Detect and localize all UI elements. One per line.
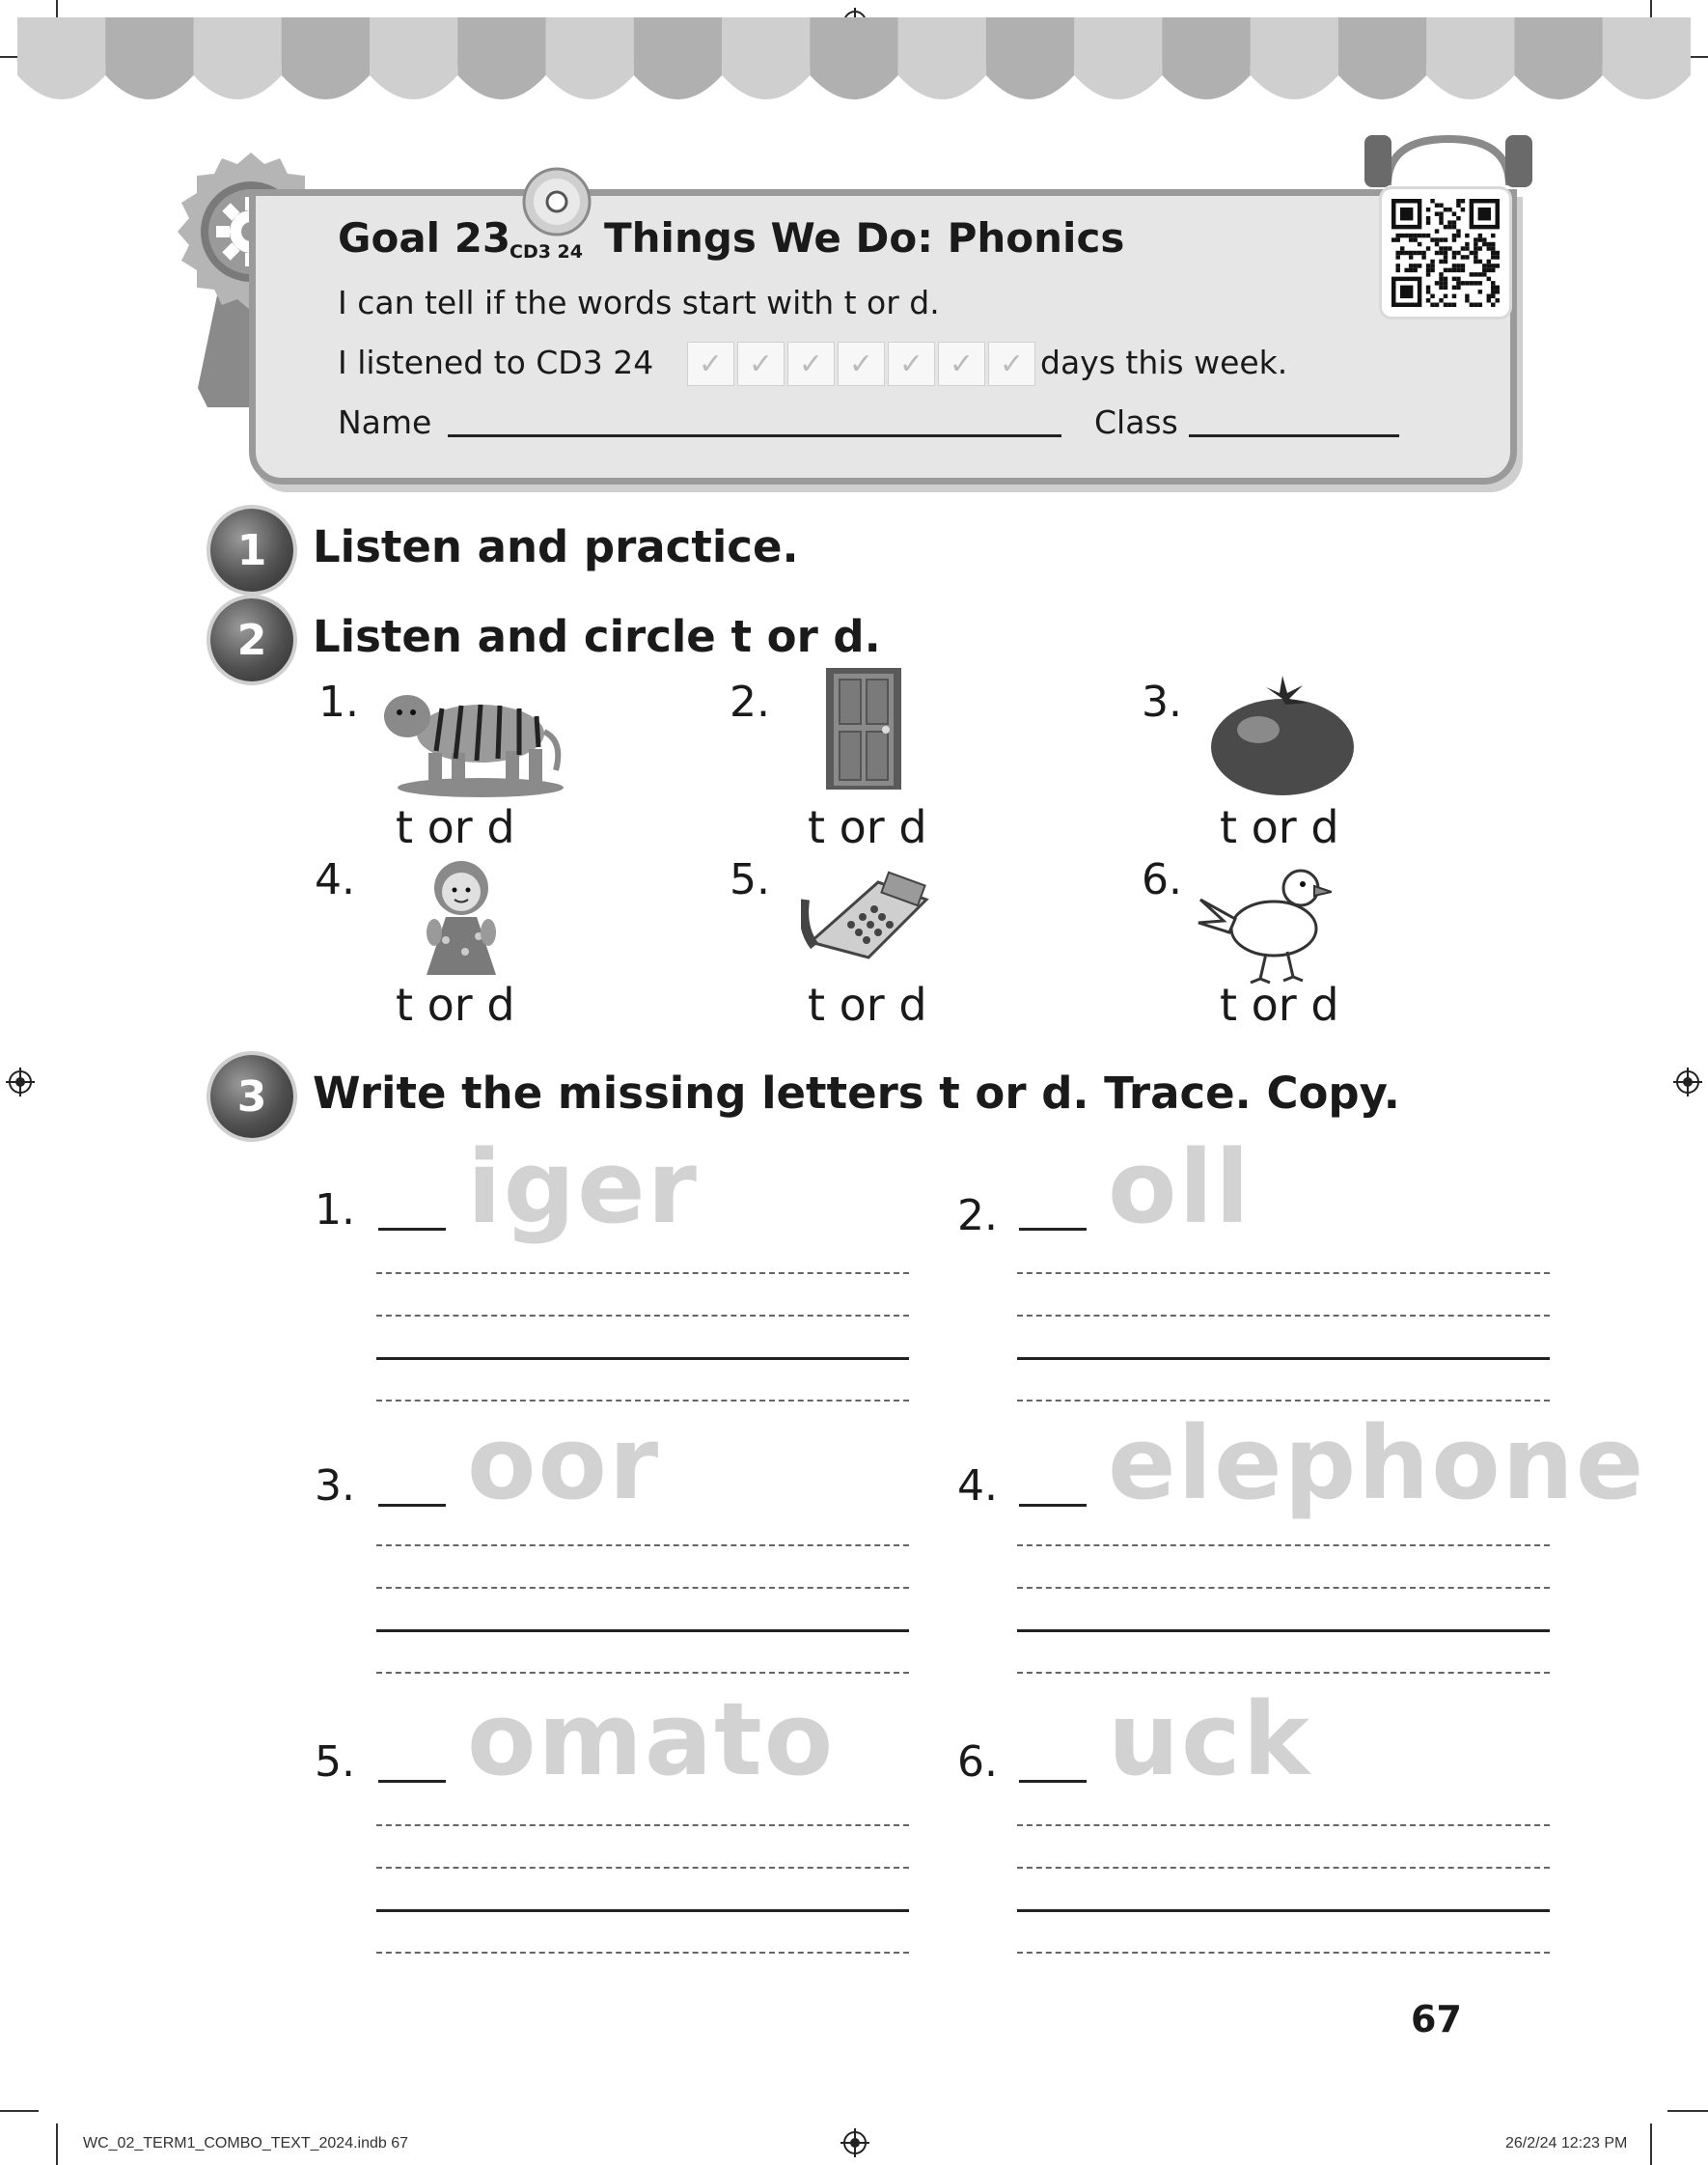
registration-mark-icon: [6, 1068, 35, 1096]
item-number: 3.: [1142, 678, 1182, 727]
qr-code-icon: [1391, 199, 1500, 307]
crop-mark: [0, 2110, 39, 2112]
item-number: 6.: [957, 1737, 998, 1787]
missing-letter-blank[interactable]: [1019, 1780, 1087, 1783]
activity-3-instruction: Write the missing letters t or d. Trace. Copy.: [313, 1068, 1400, 1119]
door-picture: [824, 666, 903, 791]
scalloped-awning-border: [17, 17, 1691, 118]
learning-objective: I can tell if the words start with t or d.: [338, 284, 940, 321]
footer-date: 26/2/24 12:23 PM: [1505, 2135, 1628, 2151]
trace-word: oll: [1108, 1128, 1252, 1246]
item-number: 5.: [730, 855, 770, 904]
telephone-picture: [801, 861, 932, 961]
activity-number-badge: 1: [210, 509, 293, 592]
missing-letter-blank[interactable]: [1019, 1228, 1087, 1231]
day-checkbox[interactable]: ✓: [787, 342, 835, 386]
item-number: 1.: [318, 678, 359, 727]
trace-word: omato: [467, 1680, 836, 1798]
missing-letter-blank[interactable]: [378, 1780, 446, 1783]
listening-log-suffix: days this week.: [1040, 344, 1288, 381]
choice-t-or-d[interactable]: t or d: [1220, 979, 1339, 1031]
trace-word: uck: [1108, 1680, 1311, 1798]
listening-checkboxes: [687, 342, 1035, 386]
day-checkbox[interactable]: ✓: [838, 342, 885, 386]
class-field[interactable]: [1189, 434, 1399, 437]
activity-number-badge: 3: [210, 1055, 293, 1138]
day-checkbox[interactable]: ✓: [888, 342, 935, 386]
item-number: 6.: [1142, 855, 1182, 904]
item-number: 4.: [315, 855, 355, 904]
item-number: 3.: [315, 1461, 355, 1511]
item-number: 2.: [957, 1191, 998, 1240]
trace-word: iger: [467, 1128, 699, 1246]
missing-letter-blank[interactable]: [378, 1504, 446, 1507]
item-number: 5.: [315, 1737, 355, 1787]
day-checkbox[interactable]: ✓: [737, 342, 785, 386]
choice-t-or-d[interactable]: t or d: [396, 801, 515, 853]
missing-letter-blank[interactable]: [378, 1228, 446, 1231]
name-field[interactable]: [448, 434, 1061, 437]
choice-t-or-d[interactable]: t or d: [808, 801, 927, 853]
footer-file-label: WC_02_TERM1_COMBO_TEXT_2024.indb 67: [83, 2135, 409, 2151]
cd-disc-icon: [521, 166, 592, 237]
qr-code[interactable]: [1382, 189, 1509, 317]
choice-t-or-d[interactable]: t or d: [396, 979, 515, 1031]
tiger-picture: [374, 674, 564, 797]
cd-track-label: CD3 24: [510, 241, 583, 263]
choice-t-or-d[interactable]: t or d: [808, 979, 927, 1031]
page-number: 67: [1411, 1998, 1462, 2040]
choice-t-or-d[interactable]: t or d: [1220, 801, 1339, 853]
activity-number-badge: 2: [210, 598, 293, 681]
registration-mark-icon: [1673, 1068, 1702, 1096]
activity-2-instruction: Listen and circle t or d.: [313, 611, 881, 662]
duck-picture: [1197, 861, 1332, 986]
day-checkbox[interactable]: ✓: [938, 342, 985, 386]
day-checkbox[interactable]: ✓: [687, 342, 734, 386]
item-number: 4.: [957, 1461, 998, 1511]
crop-mark: [56, 2123, 58, 2165]
trace-word: oor: [467, 1404, 661, 1522]
listening-log-label: I listened to CD3 24: [338, 344, 654, 381]
doll-picture: [407, 859, 515, 981]
name-label: Name: [338, 403, 432, 441]
activity-1-instruction: Listen and practice.: [313, 521, 799, 572]
goal-number: Goal 23: [338, 214, 511, 262]
class-label: Class: [1094, 403, 1178, 441]
crop-mark: [1650, 2123, 1652, 2165]
registration-mark-icon: [840, 2128, 869, 2157]
tomato-picture: [1208, 674, 1357, 797]
item-number: 1.: [315, 1185, 355, 1235]
missing-letter-blank[interactable]: [1019, 1504, 1087, 1507]
crop-mark: [1667, 2110, 1708, 2112]
page-title: Things We Do: Phonics: [604, 214, 1125, 262]
trace-word: elephone: [1108, 1404, 1646, 1522]
day-checkbox[interactable]: ✓: [988, 342, 1035, 386]
item-number: 2.: [730, 678, 770, 727]
